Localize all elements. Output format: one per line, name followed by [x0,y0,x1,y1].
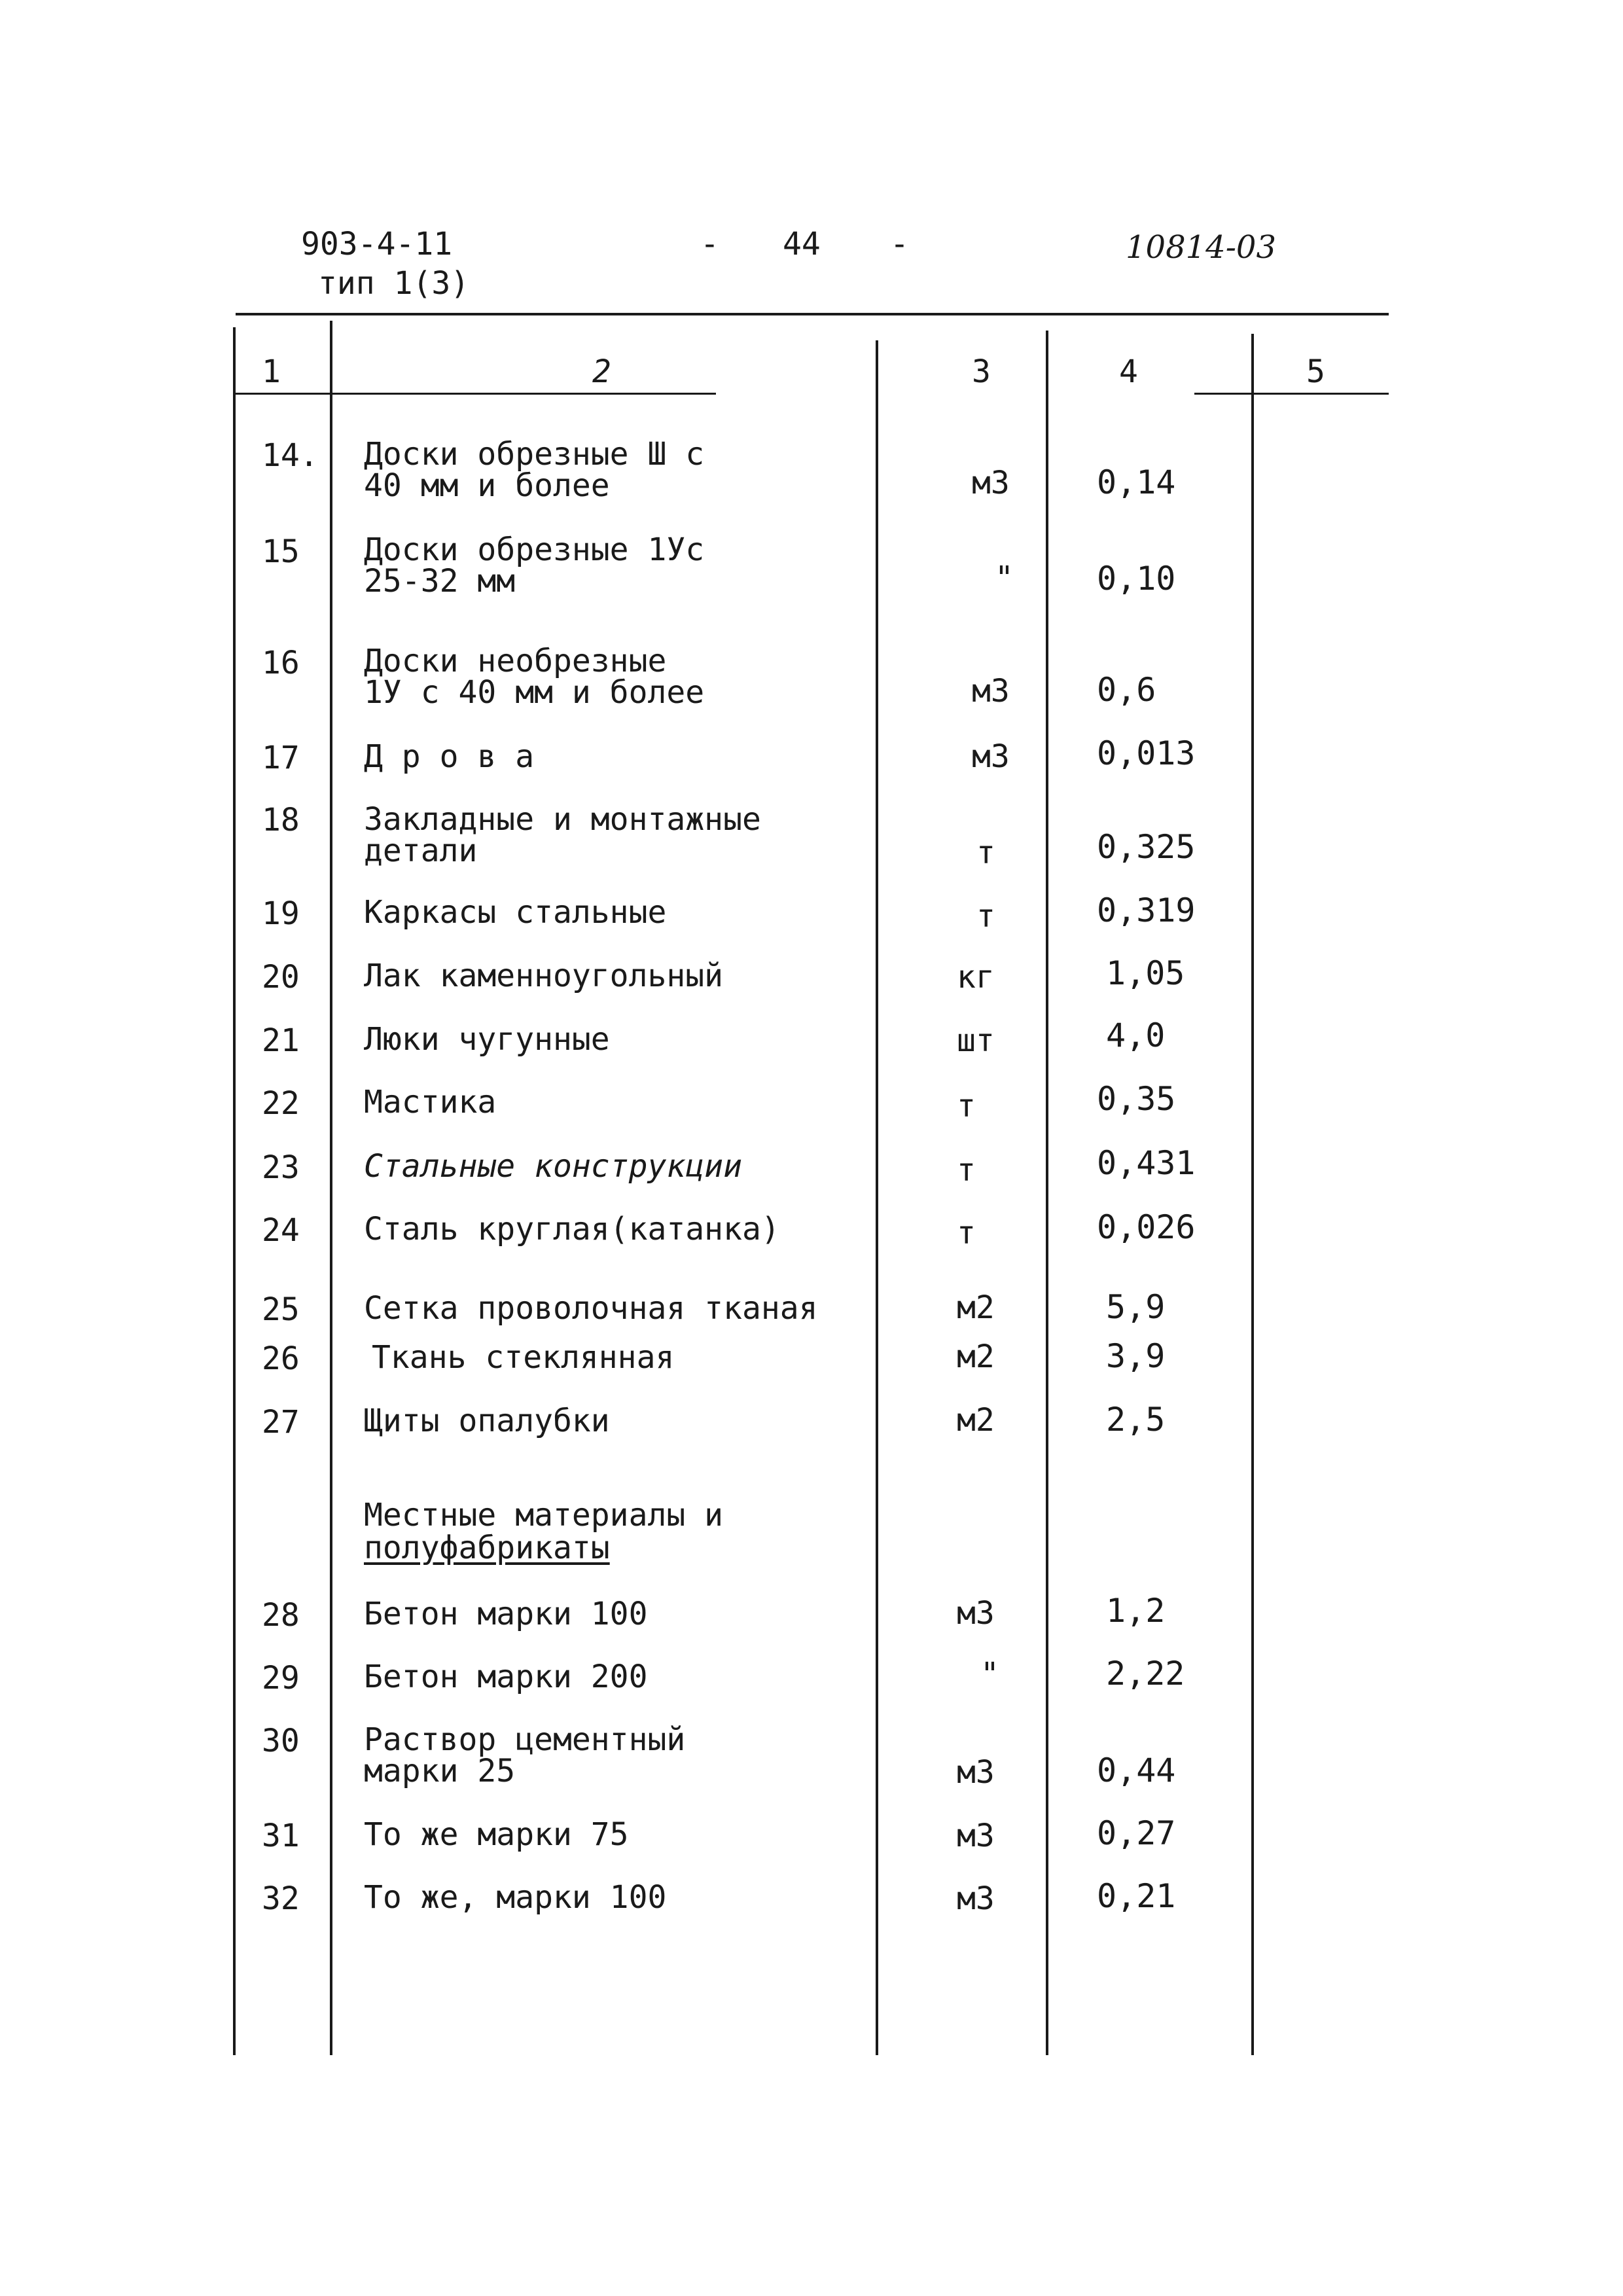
row-unit: т [957,1215,976,1251]
reference-number: 10814-03 [1126,229,1276,266]
row-quantity: 0,14 [1097,463,1176,501]
row-quantity: 0,6 [1097,671,1156,709]
row-name-line1: Щиты опалубки [364,1403,610,1439]
row-unit: т [957,1152,976,1189]
row-number: 17 [262,740,300,776]
row-unit: " [995,560,1014,596]
column-header-5: 5 [1306,353,1325,390]
row-name-line1: Раствор цементный [364,1721,686,1758]
row-name-line1: То же, марки 100 [364,1879,667,1916]
row-number: 23 [262,1149,300,1186]
row-quantity: 0,10 [1097,560,1176,598]
header-underline-col2 [335,393,716,395]
row-name-line1: Сетка проволочная тканая [364,1290,818,1327]
section-heading-line2: полуфабрикаты [364,1530,610,1566]
column-header-4: 4 [1119,353,1138,390]
row-quantity: 3,9 [1106,1337,1166,1375]
row-name-line1: Д р о в а [364,738,535,775]
row-unit: м2 [957,1402,995,1439]
column-rule-2-3 [876,340,878,2055]
row-name-line1: Бетон марки 100 [364,1596,648,1632]
row-unit: м3 [972,673,1010,709]
row-name-line2: 25-32 мм [364,563,516,600]
column-rule-4-5 [1251,334,1254,2055]
row-unit: м3 [957,1754,995,1791]
row-unit: м3 [957,1595,995,1632]
row-unit: т [976,898,995,935]
column-header-3: 3 [972,353,991,390]
column-rule-left [233,327,236,2055]
row-quantity: 0,319 [1097,891,1196,929]
column-rule-3-4 [1046,331,1048,2055]
row-number: 14. [262,437,319,474]
row-name-line1: То же марки 75 [364,1816,629,1853]
row-unit: шт [957,1022,995,1059]
row-unit: м2 [957,1289,995,1326]
row-number: 15 [262,533,300,570]
row-number: 27 [262,1404,300,1441]
row-number: 30 [262,1723,300,1759]
row-name-line1: Доски обрезные 1Ус [364,531,705,568]
row-number: 19 [262,895,300,932]
row-quantity: 0,026 [1097,1208,1196,1246]
row-unit: м3 [957,1818,995,1854]
row-name-line2: 1У с 40 мм и более [364,674,705,711]
row-quantity: 0,325 [1097,828,1196,866]
row-quantity: 0,21 [1097,1877,1176,1915]
row-name-line1: Каркасы стальные [364,894,667,931]
row-name-line1: Сталь круглая(катанка) [364,1211,780,1247]
row-number: 22 [262,1085,300,1122]
page-number-dash-right: - [890,226,909,262]
row-name-line1: Бетон марки 200 [364,1659,648,1695]
row-quantity: 0,431 [1097,1144,1196,1182]
row-quantity: 4,0 [1106,1016,1166,1054]
row-name-line2: детали [364,833,478,869]
header-underline-col1 [236,393,335,395]
page-number: 44 [783,226,821,262]
row-number: 25 [262,1291,300,1328]
row-name-line1: Мастика [364,1084,497,1121]
row-unit: т [976,834,995,871]
row-number: 21 [262,1022,300,1059]
row-name-line1: Закладные и монтажные [364,801,761,838]
row-unit: м3 [972,738,1010,775]
row-name-line1: Стальные конструкции [364,1148,742,1185]
column-header-1: 1 [262,353,281,390]
row-number: 16 [262,645,300,681]
row-name-line2: 40 мм и более [364,467,610,504]
column-rule-1-2 [330,321,332,2055]
header-underline-col4 [1194,393,1389,395]
row-name-line1: Ткань стеклянная [372,1339,675,1376]
row-unit: м3 [972,465,1010,501]
table-top-rule [236,313,1389,315]
row-number: 29 [262,1660,300,1696]
row-quantity: 0,35 [1097,1080,1176,1118]
row-quantity: 1,05 [1106,954,1185,992]
row-quantity: 1,2 [1106,1592,1166,1630]
row-unit: " [980,1656,999,1693]
document-code: 903-4-11 [301,226,453,262]
row-name-line1: Доски необрезные [364,643,667,679]
row-number: 26 [262,1340,300,1377]
row-unit: кг [957,959,995,996]
row-quantity: 2,5 [1106,1401,1166,1439]
section-heading [364,1499,723,1564]
row-unit: м3 [957,1880,995,1917]
row-number: 20 [262,959,300,996]
row-quantity: 0,27 [1097,1814,1176,1852]
row-number: 31 [262,1818,300,1854]
row-quantity: 2,22 [1106,1655,1185,1693]
row-number: 18 [262,802,300,838]
column-header-2: 2 [592,353,611,390]
row-quantity: 5,9 [1106,1288,1166,1326]
row-quantity: 0,013 [1097,734,1196,772]
row-number: 32 [262,1880,300,1917]
section-heading-line1: Местные материалы и [364,1497,724,1534]
page-number-dash-left: - [700,226,719,262]
row-name-line1: Люки чугунные [364,1021,610,1058]
row-name-line1: Лак каменноугольный [364,958,724,994]
row-unit: т [957,1088,976,1124]
document-type: тип 1(3) [318,265,470,302]
row-name-line1: Доски обрезные Ш с [364,436,705,473]
row-unit: м2 [957,1338,995,1375]
row-quantity: 0,44 [1097,1751,1176,1789]
row-number: 28 [262,1597,300,1634]
row-name-line2: марки 25 [364,1753,516,1789]
row-number: 24 [262,1212,300,1249]
